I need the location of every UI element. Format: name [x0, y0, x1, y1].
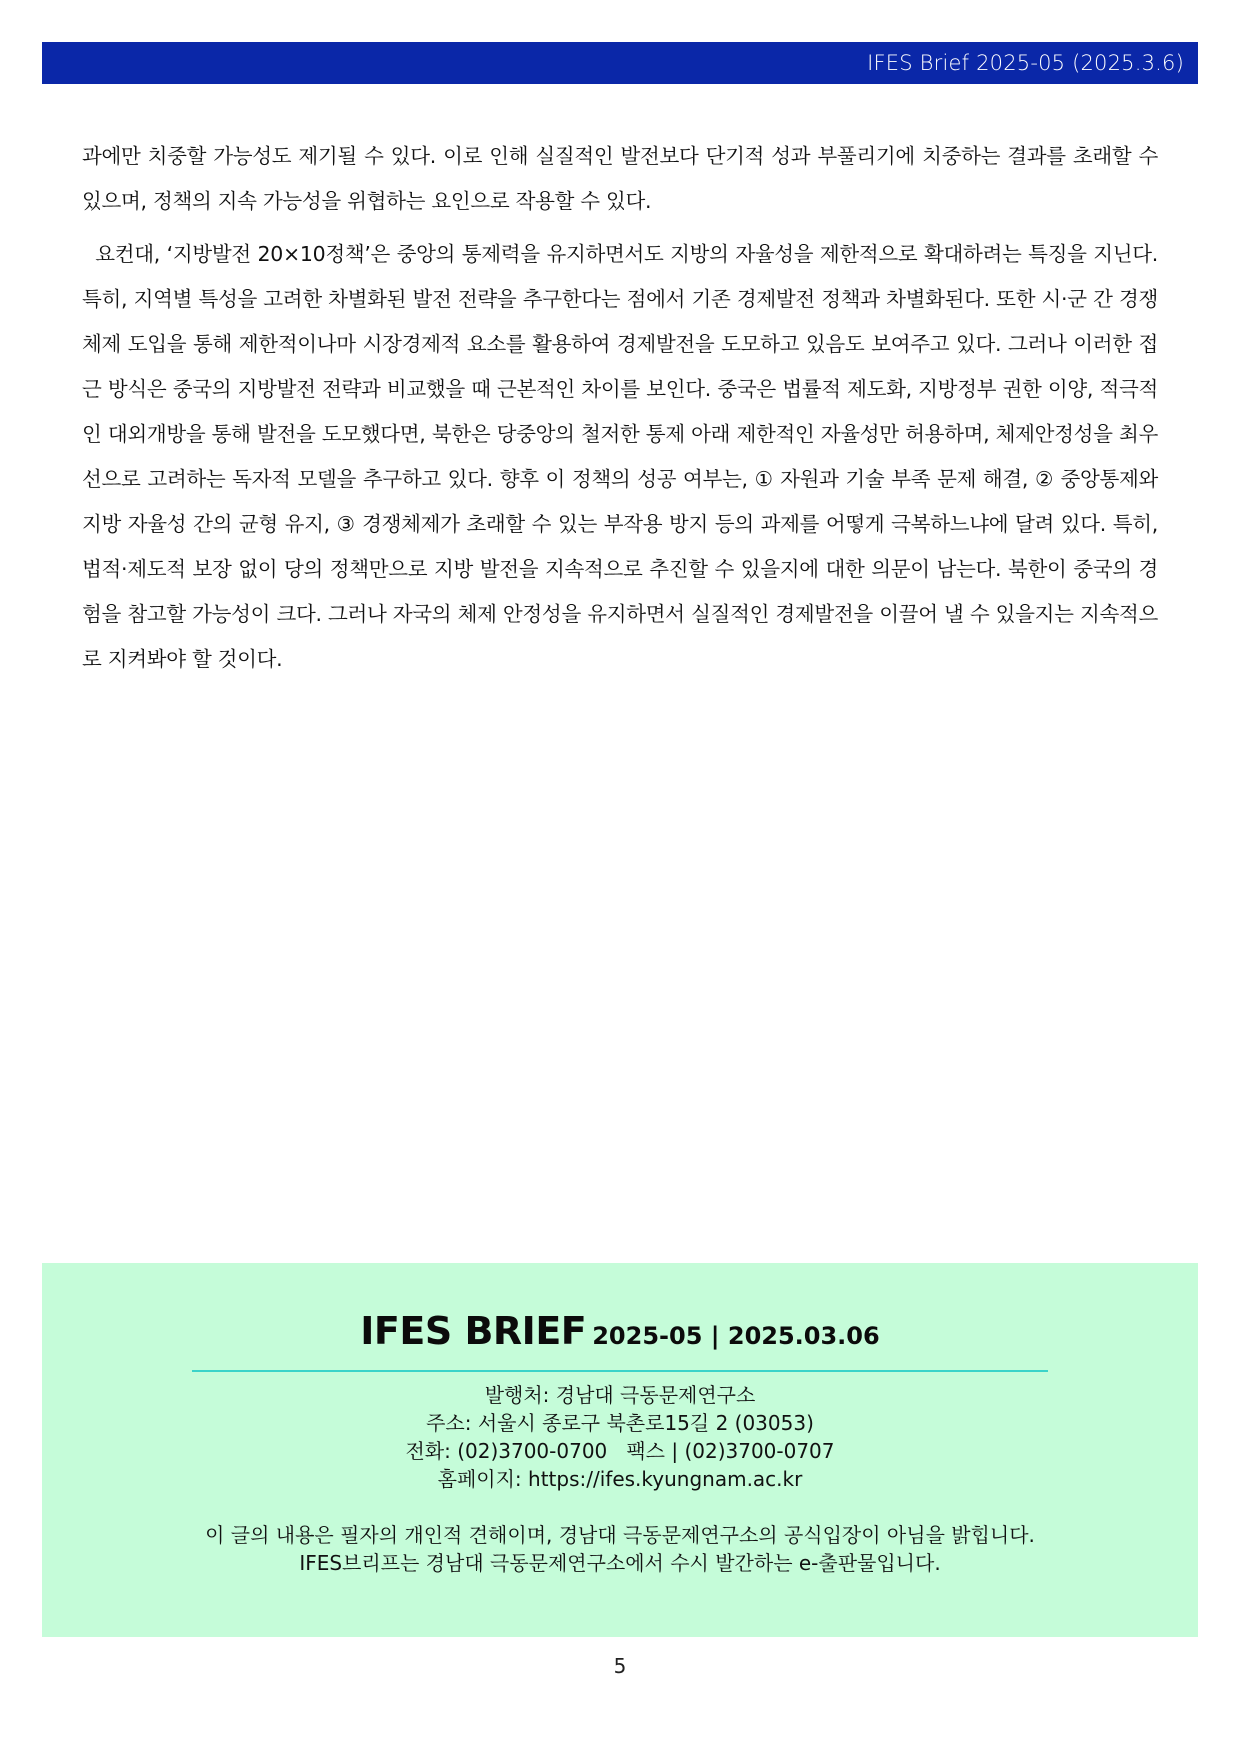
footer-title [42, 1309, 1198, 1353]
footer-note: IFES브리프는 경남대 극동문제연구소에서 수시 발간하는 e-출판물입니다. [299, 1551, 941, 1575]
paragraph-2 [82, 232, 1158, 682]
footer-divider [192, 1370, 1048, 1372]
footer-info [42, 1381, 1198, 1577]
footer-publisher: 발행처: 경남대 극동문제연구소 [484, 1383, 756, 1407]
article-body [82, 134, 1158, 682]
header-bar [42, 42, 1198, 84]
footer-phone: 전화: (02)3700-0700 팩스 | (02)3700-0707 [405, 1439, 835, 1463]
footer-brand: IFES BRIEF [360, 1309, 587, 1353]
paragraph-1: 과에만 치중할 가능성도 제기될 수 있다. 이로 인해 실질적인 발전보다 단기적 성과 부풀리기에 치중하는 결과를 초래할 수 있으며, 정책의 지속 가능성을 위협하는 요인으로 작용할 수 있다. [82, 144, 1158, 213]
footer-spacer [42, 1493, 1198, 1521]
footer-box [42, 1263, 1198, 1637]
footer-address: 주소: 서울시 종로구 북촌로15길 2 (03053) [426, 1411, 814, 1435]
page-number: 5 [613, 1654, 627, 1678]
paragraph-2-text: 요컨대, ‘지방발전 20×10정책’은 중앙의 통제력을 유지하면서도 지방의 자율성을 제한적으로 확대하려는 특징을 지닌다. 특히, 지역별 특성을 고려한 차별화된 발전 전략을 추구한다는 점에서 기존 경제발전 정책과 차별화된다. 또한 시·군 간 경쟁체제 도입을 통해 제한적이나마 시장경제적 요소를 활용하여 경제발전을 도모하고 있음도 보여주고 있다. 그러나 이러한 접근 방식은 중국의 지방발전 전략과 비교했을 때 근본적인 차이를 보인다. 중국은 법률적 제도화, 지방정부 권한 이양, 적극적인 대외개방을 통해 발전을 도모했다면, 북한은 당중앙의 철저한 통제 아래 제한적인 자율성만 허용하며, 체제안정성을 최우선으로 고려하는 독자적 모델을 추구하고 있다. 향후 이 정책의 성공 여부는, ① 자원과 기술 부족 문제 해결, ② 중앙통제와 지방 자율성 간의 균형 유지, ③ 경쟁체제가 초래할 수 있는 부작용 방지 등의 과제를 어떻게 극복하느냐에 달려 있다. 특히, 법적·제도적 보장 없이 당의 정책만으로 지방 발전을 지속적으로 추진할 수 있을지에 대한 의문이 남는다. 북한이 중국의 경험을 참고할 가능성이 크다. 그러나 자국의 체제 안정성을 유지하면서 실질적인 경제발전을 이끌어 낼 수 있을지는 지속적으로 지켜봐야 할 것이다. [82, 242, 1159, 671]
footer-homepage[interactable]: 홈페이지: https://ifes.kyungnam.ac.kr [437, 1467, 803, 1491]
footer-issue: 2025-05 | 2025.03.06 [592, 1322, 880, 1350]
header-title: IFES Brief 2025-05 (2025.3.6) [867, 51, 1184, 75]
footer-disclaimer: 이 글의 내용은 필자의 개인적 견해이며, 경남대 극동문제연구소의 공식입장이 아님을 밝힙니다. [205, 1523, 1035, 1547]
